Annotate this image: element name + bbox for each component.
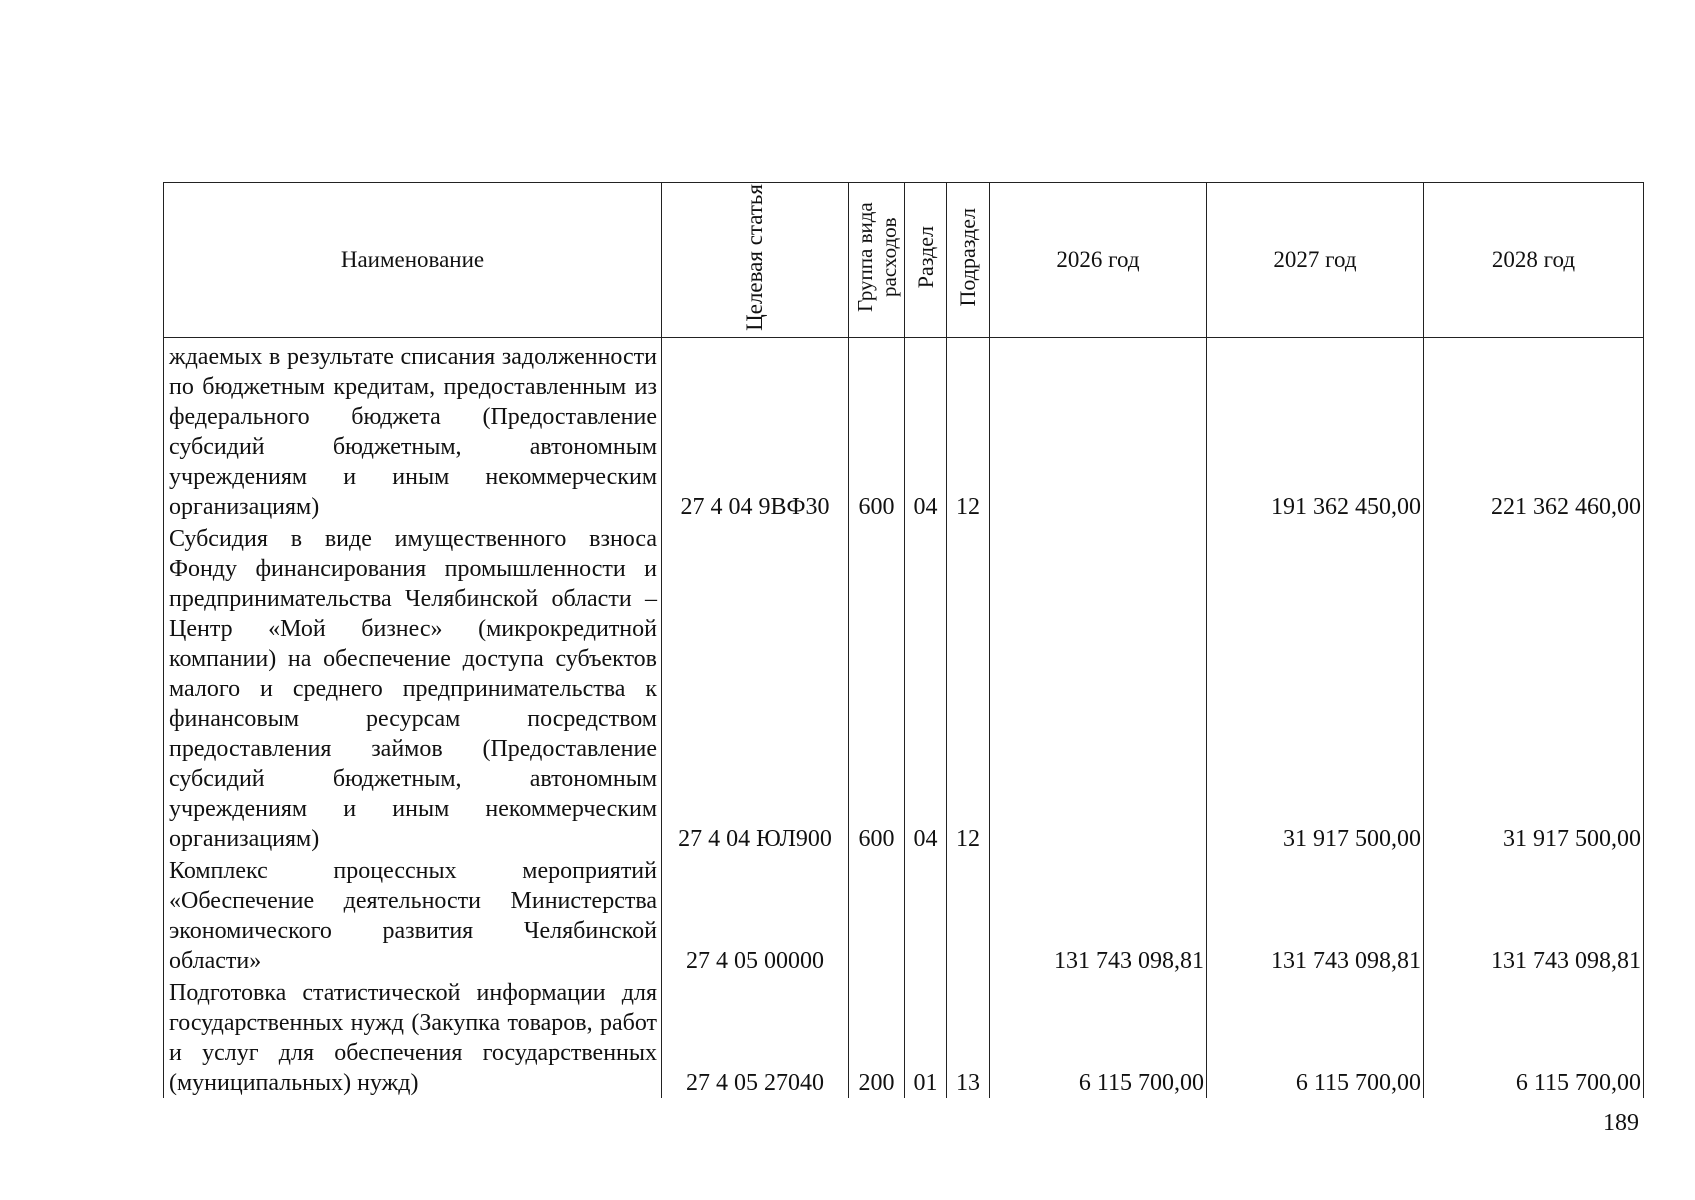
row-section	[905, 854, 947, 976]
row-subsection	[947, 854, 990, 976]
row-2027: 191 362 450,00	[1207, 338, 1424, 523]
row-2027: 6 115 700,00	[1207, 976, 1424, 1098]
row-name: Подготовка статистической информации для государственных нужд (Закупка товаров, работ и услуг для обеспечения государственных (муниципальных) нужд)	[164, 976, 662, 1098]
header-2026: 2026 год	[990, 183, 1207, 338]
row-name: Субсидия в виде имущественного взноса Фонду финансирования промышленности и предпринимательства Челябинской области – Центр «Мой бизнес» (микрокредитной компании) на обеспечение доступа субъектов малого и среднего предпринимательства к финансовым ресурсам посредством предоставления займов (Предоставление субсидий бюджетным, автономным учреждениям и иным некоммерческим организациям)	[164, 522, 662, 854]
header-2028: 2028 год	[1424, 183, 1644, 338]
table-row	[164, 522, 1644, 854]
table-header-row	[164, 183, 1644, 338]
row-name: Комплекс процессных мероприятий «Обеспечение деятельности Министерства экономического развития Челябинской области»	[164, 854, 662, 976]
row-group	[849, 854, 905, 976]
row-2028: 6 115 700,00	[1424, 976, 1644, 1098]
header-section: Раздел	[905, 183, 947, 338]
row-2028: 31 917 500,00	[1424, 522, 1644, 854]
row-group: 600	[849, 338, 905, 523]
table-row	[164, 976, 1644, 1098]
row-name: ждаемых в результате списания задолженности по бюджетным кредитам, предоставленным из федерального бюджета (Предоставление субсидий бюджетным, автономным учреждениям и иным некоммерческим организациям)	[164, 338, 662, 523]
row-2026: 131 743 098,81	[990, 854, 1207, 976]
row-2027: 31 917 500,00	[1207, 522, 1424, 854]
header-subsection: Подраздел	[947, 183, 990, 338]
row-group: 600	[849, 522, 905, 854]
row-subsection: 12	[947, 522, 990, 854]
row-section: 04	[905, 338, 947, 523]
header-target: Целевая статья	[662, 183, 849, 338]
row-subsection: 12	[947, 338, 990, 523]
row-section: 04	[905, 522, 947, 854]
page-number: 189	[1603, 1110, 1639, 1136]
row-2028: 221 362 460,00	[1424, 338, 1644, 523]
row-2026: 6 115 700,00	[990, 976, 1207, 1098]
row-2028: 131 743 098,81	[1424, 854, 1644, 976]
row-target: 27 4 05 27040	[662, 976, 849, 1098]
budget-table	[163, 182, 1644, 1098]
table-row	[164, 854, 1644, 976]
table-row	[164, 338, 1644, 523]
row-section: 01	[905, 976, 947, 1098]
header-group: Группа вида расходов	[849, 183, 905, 338]
header-2027: 2027 год	[1207, 183, 1424, 338]
row-subsection: 13	[947, 976, 990, 1098]
row-2026	[990, 338, 1207, 523]
row-2026	[990, 522, 1207, 854]
row-2027: 131 743 098,81	[1207, 854, 1424, 976]
row-target: 27 4 04 9ВФ30	[662, 338, 849, 523]
row-target: 27 4 04 ЮЛ900	[662, 522, 849, 854]
row-group: 200	[849, 976, 905, 1098]
header-name: Наименование	[164, 183, 662, 338]
row-target: 27 4 05 00000	[662, 854, 849, 976]
